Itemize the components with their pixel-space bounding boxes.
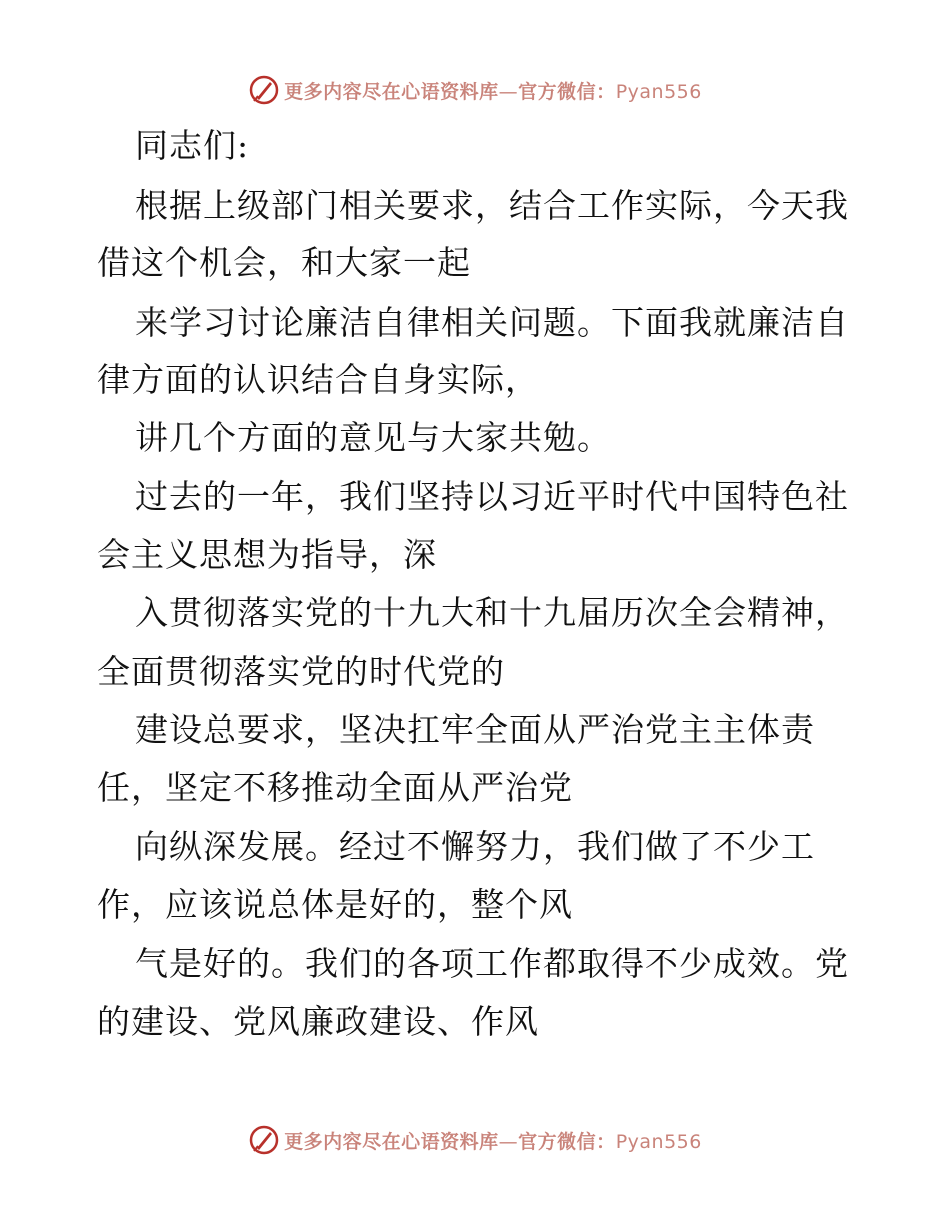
text-line: 气是好的。我们的各项工作都取得不少成效。党: [135, 944, 849, 983]
text-line: 会主义思想为指导，深: [97, 535, 437, 574]
watermark-wechat-id: Pyan556: [615, 80, 702, 103]
header-watermark: [0, 70, 950, 110]
text-line: 建设总要求，坚决扛牢全面从严治党主主体责: [135, 710, 815, 749]
watermark-title: 更多内容尽在心语资料库: [284, 1130, 499, 1153]
text-line: 过去的一年，我们坚持以习近平时代中国特色社: [135, 477, 849, 516]
watermark-separator: —: [498, 80, 519, 103]
text-line: 借这个机会，和大家一起: [97, 243, 471, 282]
watermark-text: [284, 1127, 702, 1154]
text-line: 任，坚定不移推动全面从严治党: [97, 768, 573, 807]
footer-watermark: [0, 1120, 950, 1160]
quill-logo-icon: [248, 74, 280, 106]
text-line: 同志们:: [135, 126, 250, 165]
watermark-separator: —: [498, 1130, 519, 1153]
text-line: 全面贯彻落实党的时代党的: [97, 652, 505, 691]
watermark-title: 更多内容尽在心语资料库: [284, 80, 499, 103]
watermark-text: [284, 77, 702, 104]
text-line: 作，应该说总体是好的，整个风: [97, 885, 573, 924]
text-line: 的建设、党风廉政建设、作风: [97, 1002, 539, 1041]
text-line: 律方面的认识结合自身实际，: [97, 360, 539, 399]
text-line: 根据上级部门相关要求，结合工作实际，今天我: [135, 186, 849, 225]
text-line: 讲几个方面的意见与大家共勉。: [135, 418, 611, 457]
text-line: 向纵深发展。经过不懈努力，我们做了不少工: [135, 827, 815, 866]
watermark-wechat-id: Pyan556: [615, 1130, 702, 1153]
text-line: 入贯彻落实党的十九大和十九届历次全会精神，: [135, 593, 849, 632]
watermark-wechat-label: 官方微信：: [518, 1130, 616, 1153]
watermark-wechat-label: 官方微信：: [518, 80, 616, 103]
text-line: 来学习讨论廉洁自律相关问题。下面我就廉洁自: [135, 303, 849, 342]
quill-logo-icon: [248, 1124, 280, 1156]
